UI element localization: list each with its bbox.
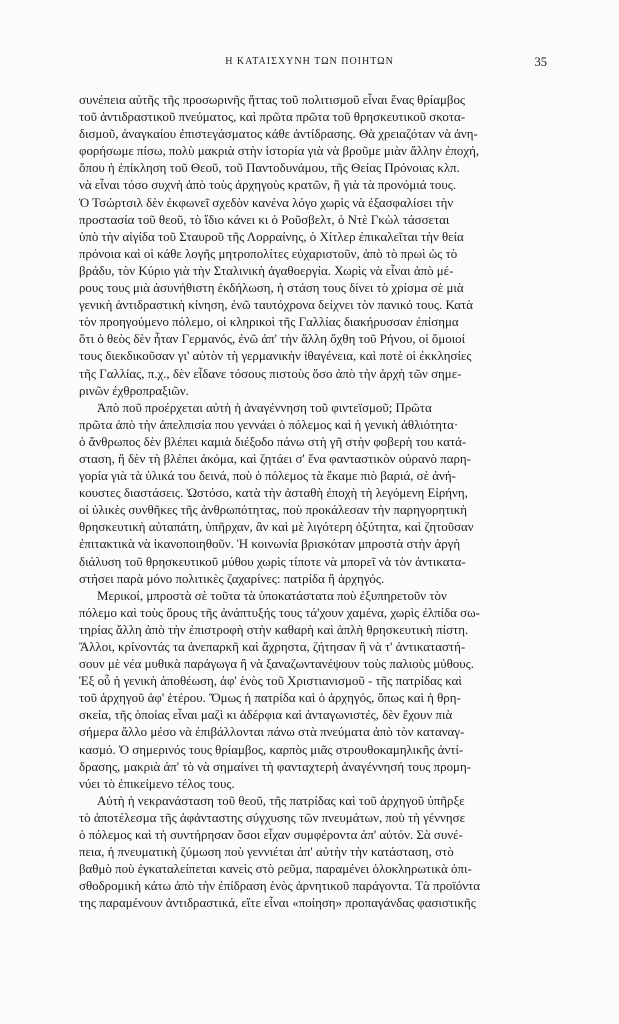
text-line: τηρίας ἄλλη ἀπὸ τὴν ἐπιστροφὴ στὴν καθαρὴ καὶ ἁπλὴ θρησκευτικὴ πίστη. <box>79 622 469 637</box>
text-line: σταση, ἢ δὲν τὴ βλέπει ἀκόμα, καὶ ζητάει σ' ἕνα φανταστικὸν οὐρανὸ παρη- <box>79 451 471 466</box>
text-line: στήσει παρὰ μόνο πολιτικὲς ζαχαρίνες: πατρίδα ἢ ἀρχηγός. <box>79 571 385 586</box>
text-line: νὰ εἶναι τόσο συχνὴ ἀπὸ τοὺς ἀρχηγοὺς κρατῶν, ἢ γιὰ τὰ προνόμιά τους. <box>79 178 457 193</box>
text-line: ὅτι ὁ θεὸς δὲν ἦταν Γερμανός, ἐνῶ ἀπ' τὴν ἄλλη ὄχθη τοῦ Ρήνου, οἱ ὅμοιοί <box>79 332 466 347</box>
text-line: οἱ ὑλικὲς συνθῆκες τῆς ἀνθρωπότητας, ποὺ προκάλεσαν τὴν παρηγορητικὴ <box>79 503 468 518</box>
text-line: συνέπεια αὐτῆς τῆς προσωρινῆς ἥττας τοῦ πολιτισμοῦ εἶναι ἕνας θρίαμβος <box>79 93 466 107</box>
text-line: ὁ πόλεμος καὶ τὴ συντήρησαν ὅσοι εἶχαν συμφέροντα ἀπ' αὐτόν. Σὰ συνέ- <box>79 828 463 843</box>
text-line: τοῦ ἀντιδραστικοῦ πνεύματος, καὶ πρῶτα πρῶτα τοῦ θρησκευτικοῦ σκοτα- <box>79 110 466 125</box>
text-line: ρινῶν ἐχθροπραξιῶν. <box>79 383 189 398</box>
text-line: σθοδρομικὴ κάτω ἀπὸ τὴν ἐπίδραση ἑνὸς ἀρνητικοῦ παράγοντα. Τὰ προϊόντα <box>79 879 481 894</box>
text-line: ὁ ἄνθρωπος δὲν βλέπει καμιὰ διέξοδο πάνω στὴ γῆ στὴν φοβερὴ του κατά- <box>79 434 467 449</box>
running-header <box>0 53 619 69</box>
text-line: θρησκευτικὴ αὐταπάτη, ὑπῆρχαν, ἂν καὶ μὲ λιγότερη ὀξύτητα, καὶ ζητοῦσαν <box>79 520 474 535</box>
text-line: σήμερα ἄλλο μέσο νὰ ἐπιβάλλονται πάνω στὰ πνεύματα ἀπὸ τὸν καταναγ- <box>79 725 465 740</box>
text-line: τῆς Γαλλίας, π.χ., δὲν εἶδανε τόσους πιστοὺς ὅσο ἀπὸ τὴν ἀρχὴ τῶν σημε- <box>79 366 462 381</box>
text-line: τὸ ἀποτέλεσμα τῆς ἀφάνταστης σύγχυσης τῶν πνευμάτων, ποὺ τὴ γέννησε <box>79 810 465 825</box>
text-line: ὑπὸ τὴν αἰγίδα τοῦ Σταυροῦ τῆς Λορραίνης, ὁ Χίτλερ ἐπικαλεῖται τὴν θεία <box>79 229 464 244</box>
text-line: βαθμὸ ποὺ ἐγκαταλείπεται κανεὶς στὸ ρεῦμα, παραμένει ὁλοκληρωτικὰ ὀπι- <box>79 862 472 877</box>
text-line: πόλεμο καὶ τοὺς ὅρους τῆς ἀνάπτυξής τους τά'χουν χαμένα, χωρὶς ἐλπίδα σω- <box>79 605 480 620</box>
text-line: βράδυ, τὸν Κύριο γιὰ τὴν Σταλινικὴ ἀγαθοεργία. Χωρὶς νὰ εἶναι ἀπὸ μέ- <box>79 263 454 278</box>
text-line: κουστες διαστάσεις. Ὡστόσο, κατὰ τὴν ἀσταθὴ ἐποχὴ τὴ λεγόμενη Εἰρήνη, <box>79 486 468 501</box>
text-line: νύει τὸ ἐπικείμενο τέλος τους. <box>79 776 235 791</box>
text-line: Μερικοί, μπροστὰ σὲ τοῦτα τὰ ὑποκατάστατα ποὺ ἐξυπηρετοῦν τὸν <box>97 588 447 603</box>
text-line: φορήσωμε πίσω, πολὺ μακριὰ στὴν ἱστορία γιὰ νὰ βροῦμε μιὰν ἄλλην ἐποχή, <box>79 144 480 159</box>
text-line: δισμοῦ, ἀναγκαίου ἐπιστεγάσματος κάθε ἀντίδρασης. Θὰ χρειαζόταν νὰ ἀνη- <box>79 127 478 142</box>
text-line: διάλυση τοῦ θρησκευτικοῦ μύθου χωρὶς τίποτε νὰ μπορεῖ νὰ τὸν ἀντικατα- <box>79 554 466 569</box>
text-line: ὅπου ἡ ἐπίκληση τοῦ Θεοῦ, τοῦ Παντοδυνάμου, τῆς Θείας Πρόνοιας κλπ. <box>79 161 460 176</box>
text-line: Αὐτὴ ἡ νεκρανάσταση τοῦ θεοῦ, τῆς πατρίδας καὶ τοῦ ἀρχηγοῦ ὑπῆρξε <box>97 793 465 808</box>
text-line: γορία γιὰ τὰ ὑλικά του δεινά, ποὺ ὁ πόλεμος τὰ ἔκαμε πιὸ βαριά, σὲ ἀνή- <box>79 469 456 484</box>
text-line: σουν μὲ νέα μυθικὰ παράγωγα ἢ νὰ ξαναζωντανέψουν τοὺς παλιοὺς μύθους. <box>79 657 474 672</box>
page-number: 35 <box>534 55 547 69</box>
text-line: Ἐξ οὗ ἡ γενικὴ ἀποθέωση, ἀφ' ἑνὸς τοῦ Χριστιανισμοῦ - τῆς πατρίδας καὶ <box>79 674 462 689</box>
running-title: Η ΚΑΤΑΙΣΧΥΝΗ ΤΩΝ ΠΟΙΗΤΩΝ <box>225 56 394 67</box>
text-line: γενικὴ ἀντιδραστικὴ κίνηση, ἐνῶ ταυτόχρονα δείχνει τὸν πανικό τους. Κατὰ <box>79 298 473 313</box>
text-line: τους διεκδικοῦσαν γι' αὐτὸν τὴ γερμανικὴν ἰθαγένεια, καὶ ποτὲ οἱ ἐκκλησίες <box>79 349 472 364</box>
text-line: κασμό. Ὁ σημερινός τους θρίαμβος, καρπὸς μιᾶς στρουθοκαμηλικῆς ἀντί- <box>79 742 464 757</box>
text-line: πρῶτα ἀπὸ τὴν ἀπελπισία που γεννάει ὁ πόλεμος καὶ ἡ γενικὴ ἀθλιότητα· <box>79 417 459 432</box>
text-line: πεια, ἡ πνευματικὴ ζύμωση ποὺ γεννιέται ἀπ' αὐτὴν τὴν κατάσταση, στὸ <box>79 845 454 860</box>
text-line: Ὁ Τσώρτσιλ δὲν ἐκφωνεῖ σχεδὸν κανένα λόγο χωρὶς νὰ ἐξασφαλίσει τὴν <box>79 195 454 210</box>
text-line: ρους τους μιὰ ἀσυνήθιστη ἐκδήλωση, ἡ στάση τους δίνει τὸ χρίσμα σὲ μιὰ <box>79 281 464 296</box>
text-line: τὸν προηγούμενο πόλεμο, οἱ κληρικοὶ τῆς Γαλλίας διακήρυσσαν ἐπίσημα <box>79 315 459 330</box>
text-line: δρασης, μακριὰ ἀπ' τὸ νὰ σημαίνει τὴ φανταχτερὴ ἀναγέννησή τους προμη- <box>79 759 471 774</box>
text-line: σκεία, τῆς ὁποίας εἶναι μαζὶ κι ἀδέρφια καὶ ἀνταγωνιστές, δὲν ἔχουν πιὰ <box>79 708 453 723</box>
text-line: της παραμένουν ἀντιδραστικά, εἴτε εἶναι «ποίηση» προπαγάνδας φασιστικῆς <box>79 896 476 911</box>
text-line: Ἀπὸ ποῦ προέρχεται αὐτὴ ἡ ἀναγέννηση τοῦ φιντεϊσμοῦ; Πρῶτα <box>97 400 432 415</box>
text-line: ἐπιτακτικὰ νὰ ἱκανοποιηθοῦν. Ἡ κοινωνία βρισκόταν μπροστὰ στὴν ἀργὴ <box>79 537 461 552</box>
text-line: πρόνοια καὶ οἱ κάθε λογῆς μητροπολίτες εὐχαριστοῦν, ἀπὸ τὸ πρωὶ ὡς τὸ <box>79 246 458 261</box>
text-line: Ἄλλοι, κρίνοντάς τα ἀνεπαρκῆ καὶ ἄχρηστα, ζήτησαν ἢ νὰ τ' ἀντικαταστή- <box>79 640 466 654</box>
body-text <box>79 92 557 913</box>
text-line: τοῦ ἀρχηγοῦ ἀφ' ἑτέρου. Ὅμως ἡ πατρίδα καὶ ὁ ἀρχηγός, ὅπως καὶ ἡ θρη- <box>79 691 461 706</box>
text-line: προστασία τοῦ θεοῦ, τὸ ἴδιο κάνει κι ὁ Ροῦσβελτ, ὁ Ντὲ Γκὼλ τάσσεται <box>79 212 450 227</box>
